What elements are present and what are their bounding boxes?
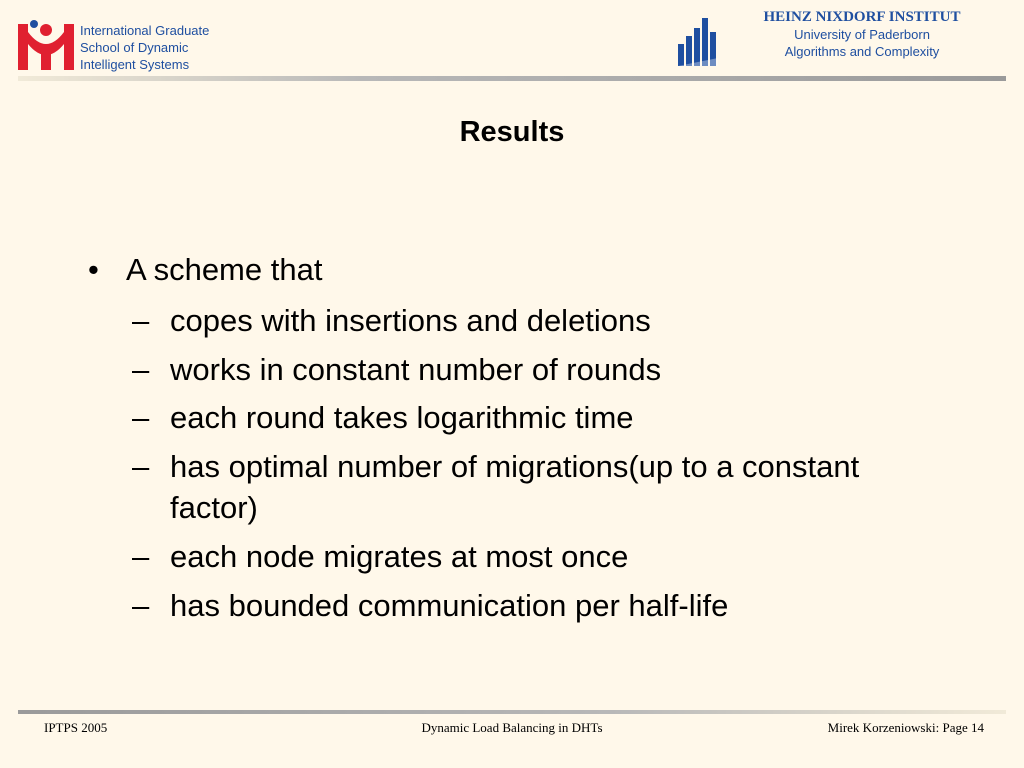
sub-item bbox=[132, 349, 952, 390]
sub-item bbox=[132, 446, 952, 528]
dash-icon: – bbox=[132, 539, 150, 574]
footer-conference: IPTPS 2005 bbox=[44, 720, 108, 735]
igs-logo-icon bbox=[18, 18, 74, 70]
slide-title: Results bbox=[459, 116, 565, 148]
sub-item-text: has optimal number of migrations(up to a constant factor) bbox=[170, 449, 860, 525]
group-name: Algorithms and Complexity bbox=[784, 44, 940, 59]
igs-line-3: Intelligent Systems bbox=[80, 57, 190, 72]
dash-icon: – bbox=[132, 303, 150, 338]
university-logo-icon bbox=[676, 14, 720, 68]
igs-name bbox=[80, 22, 209, 73]
dash-icon: – bbox=[132, 400, 150, 435]
dash-icon: – bbox=[132, 352, 150, 387]
sub-item-text: works in constant number of rounds bbox=[170, 352, 662, 387]
sub-item-text: has bounded communication per half-life bbox=[170, 588, 729, 623]
footer-divider bbox=[18, 710, 1006, 714]
igs-line-2: School of Dynamic bbox=[80, 40, 189, 55]
bullet-text: A scheme that bbox=[126, 252, 323, 287]
sub-item-text: each round takes logarithmic time bbox=[170, 400, 634, 435]
sub-item-text: each node migrates at most once bbox=[170, 539, 629, 574]
sub-item bbox=[132, 300, 952, 341]
sub-item-text: copes with insertions and deletions bbox=[170, 303, 651, 338]
sub-item bbox=[132, 536, 952, 577]
footer-title: Dynamic Load Balancing in DHTs bbox=[421, 720, 603, 735]
heinz-nixdorf-header bbox=[740, 8, 984, 60]
header-divider bbox=[18, 76, 1006, 81]
footer-author-page: Mirek Korzeniowski: Page 14 bbox=[827, 720, 984, 735]
sub-item bbox=[132, 397, 952, 438]
institute-title: HEINZ NIXDORF INSTITUT bbox=[763, 9, 961, 25]
dash-icon: – bbox=[132, 588, 150, 623]
bullet-icon: • bbox=[88, 252, 99, 287]
university-name: University of Paderborn bbox=[794, 27, 930, 42]
sub-item bbox=[132, 585, 952, 626]
igs-line-1: International Graduate bbox=[80, 23, 210, 38]
bullet-item bbox=[88, 252, 322, 288]
dash-icon: – bbox=[132, 449, 150, 484]
